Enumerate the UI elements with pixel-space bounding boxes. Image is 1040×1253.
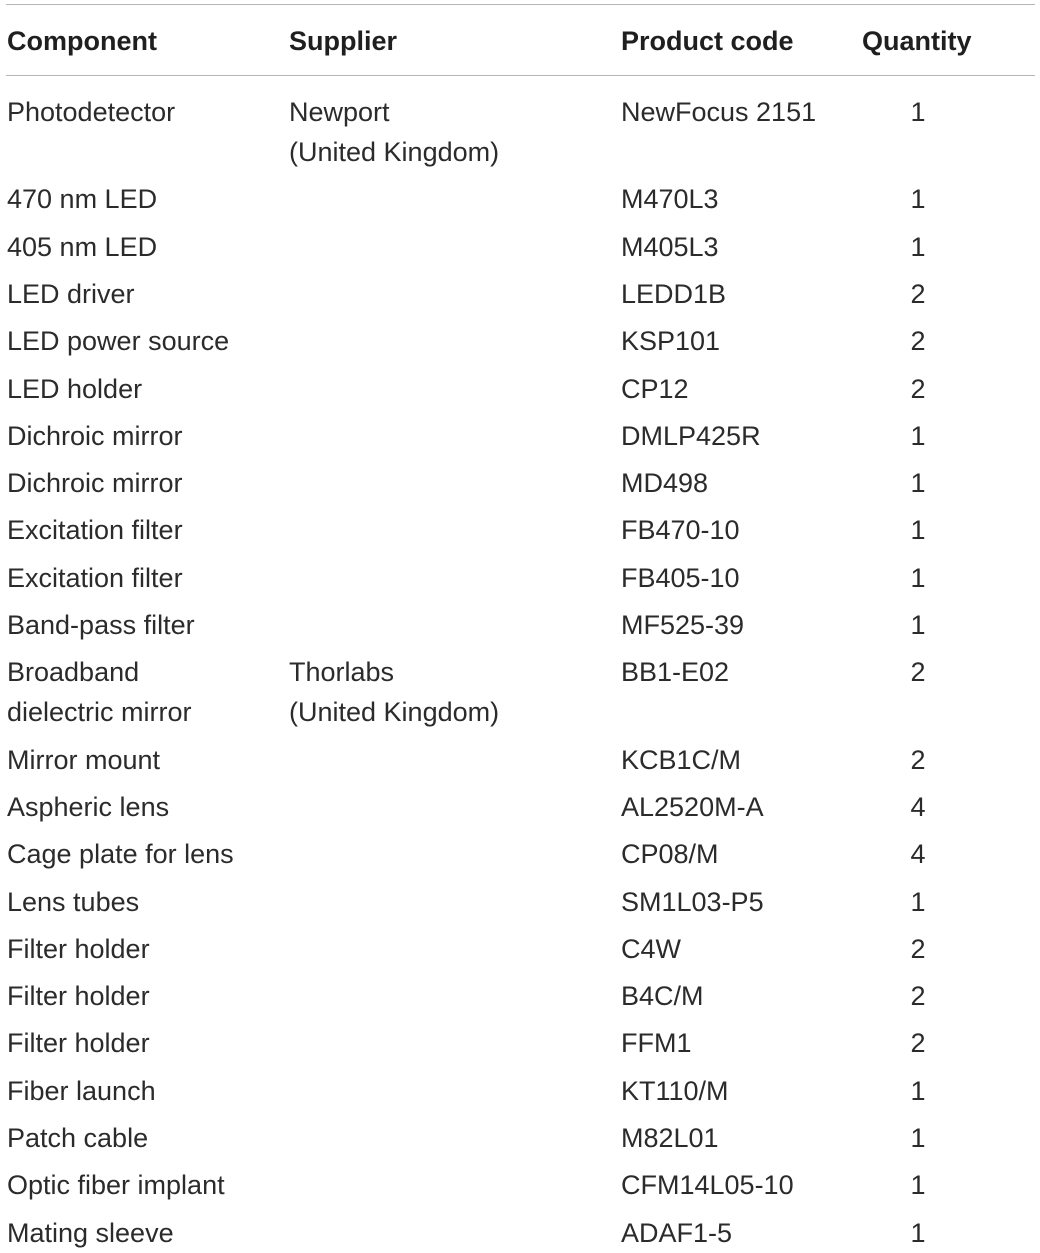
quantity-cell: 1 <box>910 97 926 127</box>
quantity-cell: 1 <box>910 1075 926 1106</box>
quantity-cell: 1 <box>910 1123 926 1153</box>
product-code-cell: BB1-E02 <box>621 657 730 688</box>
supplier-cell <box>289 92 499 172</box>
table-top-rule <box>6 4 1035 5</box>
product-code-cell: B4C/M <box>621 981 704 1012</box>
component-cell <box>7 834 234 874</box>
quantity-cell: 2 <box>910 657 926 688</box>
component-cell <box>7 1213 174 1253</box>
component-line: 405 nm LED <box>7 231 158 262</box>
product-code-cell: M405L3 <box>621 231 719 262</box>
quantity-cell: 1 <box>910 468 926 499</box>
supplier-cell <box>289 652 499 732</box>
header-supplier: Supplier <box>289 26 398 56</box>
component-cell <box>7 92 175 132</box>
product-code-cell: FB405-10 <box>621 562 740 593</box>
component-cell <box>7 558 183 598</box>
quantity-cell: 1 <box>910 231 926 262</box>
product-code-cell: MD498 <box>621 468 709 499</box>
supplier-line: (United Kingdom) <box>289 697 500 728</box>
component-line: Fiber launch <box>7 1075 156 1106</box>
component-line: Filter holder <box>7 1028 150 1059</box>
product-code-cell: FB470-10 <box>621 515 740 546</box>
quantity-cell: 2 <box>910 744 926 775</box>
quantity-cell: 1 <box>910 1170 926 1201</box>
product-code-cell: M470L3 <box>621 184 719 215</box>
component-line: Patch cable <box>7 1123 149 1153</box>
component-line: Filter holder <box>7 933 150 964</box>
quantity-cell: 2 <box>910 933 926 964</box>
component-cell <box>7 1118 148 1158</box>
product-code-cell: SM1L03-P5 <box>621 886 764 917</box>
component-cell <box>7 605 195 645</box>
component-cell <box>7 369 142 409</box>
quantity-cell: 1 <box>910 886 926 917</box>
supplier-line: Newport <box>289 97 390 127</box>
component-cell <box>7 416 183 456</box>
product-code-cell: CFM14L05-10 <box>621 1170 794 1201</box>
component-line: Aspheric lens <box>7 791 170 822</box>
component-line: Photodetector <box>7 97 176 127</box>
component-cell <box>7 227 157 267</box>
product-code-cell: CP08/M <box>621 839 719 870</box>
header-component: Component <box>7 26 157 56</box>
component-cell <box>7 510 183 550</box>
product-code-cell: CP12 <box>621 373 689 404</box>
header-product-code: Product code <box>621 26 794 56</box>
product-code-cell: FFM1 <box>621 1028 692 1059</box>
component-line: Excitation filter <box>7 515 183 546</box>
product-code-cell: KT110/M <box>621 1075 729 1106</box>
quantity-cell: 2 <box>910 326 926 357</box>
component-line: Dichroic mirror <box>7 468 183 499</box>
quantity-cell: 1 <box>910 610 926 640</box>
product-code-cell: AL2520M-A <box>621 791 764 822</box>
product-code-cell: ADAF1-5 <box>621 1217 733 1248</box>
component-line: 470 nm LED <box>7 184 158 215</box>
component-line: Broadband <box>7 657 140 688</box>
product-code-cell: DMLP425R <box>621 420 761 451</box>
product-code-cell: MF525-39 <box>621 610 745 640</box>
component-line: Dichroic mirror <box>7 420 183 451</box>
component-line: LED holder <box>7 373 143 404</box>
product-code-cell: LEDD1B <box>621 278 727 309</box>
header-rule <box>6 75 1035 76</box>
quantity-cell: 1 <box>910 1217 926 1248</box>
component-line: dielectric mirror <box>7 697 192 728</box>
quantity-cell: 1 <box>910 420 926 451</box>
component-cell <box>7 929 150 969</box>
product-code-cell: NewFocus 2151 <box>621 97 817 127</box>
quantity-cell: 4 <box>910 839 926 870</box>
component-cell <box>7 787 169 827</box>
component-cell <box>7 976 150 1016</box>
product-code-cell: KSP101 <box>621 326 721 357</box>
component-line: Excitation filter <box>7 562 183 593</box>
component-line: Cage plate for lens <box>7 839 234 870</box>
product-code-cell: C4W <box>621 933 681 964</box>
component-line: LED driver <box>7 278 135 309</box>
quantity-cell: 2 <box>910 373 926 404</box>
component-line: Filter holder <box>7 981 150 1012</box>
component-line: Mirror mount <box>7 744 161 775</box>
product-code-cell: M82L01 <box>621 1123 719 1153</box>
component-cell <box>7 1071 156 1111</box>
quantity-cell: 4 <box>910 791 926 822</box>
component-cell <box>7 1023 150 1063</box>
quantity-cell: 1 <box>910 184 926 215</box>
quantity-cell: 1 <box>910 515 926 546</box>
component-cell <box>7 740 160 780</box>
component-cell <box>7 463 183 503</box>
quantity-cell: 2 <box>910 1028 926 1059</box>
component-cell <box>7 1165 225 1205</box>
component-line: Mating sleeve <box>7 1217 174 1248</box>
component-line: Lens tubes <box>7 886 140 917</box>
quantity-cell: 1 <box>910 562 926 593</box>
supplier-line: (United Kingdom) <box>289 137 500 167</box>
supplier-line: Thorlabs <box>289 657 395 688</box>
component-cell <box>7 179 157 219</box>
component-line: Optic fiber implant <box>7 1170 225 1201</box>
component-line: Band-pass filter <box>7 610 195 640</box>
quantity-cell: 2 <box>910 278 926 309</box>
component-cell <box>7 274 135 314</box>
component-cell <box>7 652 192 732</box>
product-code-cell: KCB1C/M <box>621 744 742 775</box>
component-line: LED power source <box>7 326 230 357</box>
component-cell <box>7 321 229 361</box>
component-cell <box>7 882 139 922</box>
quantity-cell: 2 <box>910 981 926 1012</box>
header-quantity: Quantity <box>862 26 972 56</box>
